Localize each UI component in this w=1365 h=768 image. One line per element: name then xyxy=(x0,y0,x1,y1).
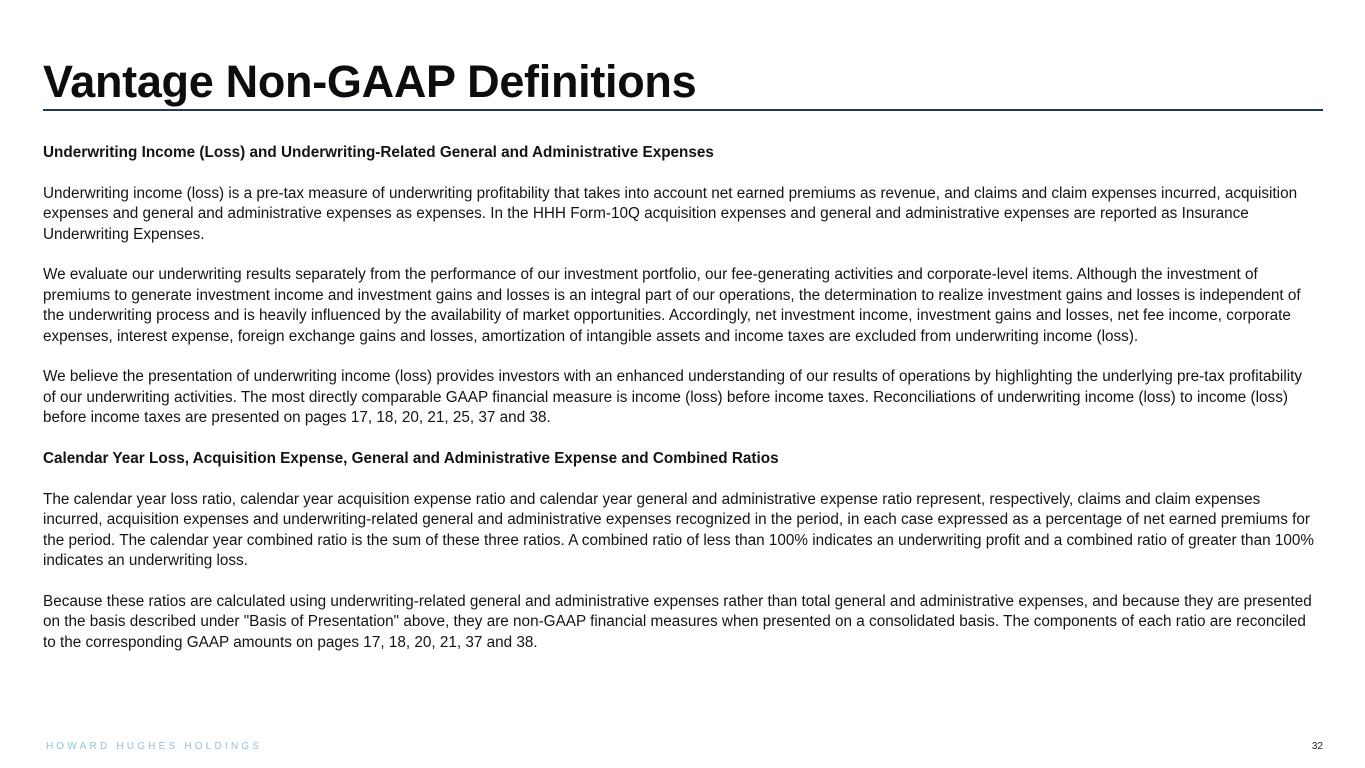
section-heading-underwriting-income: Underwriting Income (Loss) and Underwriting-Related General and Administrative Expenses xyxy=(43,144,714,161)
definitions-body xyxy=(43,143,1318,673)
paragraph-ratios-definition: The calendar year loss ratio, calendar year acquisition expense ratio and calendar year general and administrative expense ratio represent, respectively, claims and claim expenses incurred, acquisition expenses and underwriting-related general and administrative expenses recognized in the period, in each case expressed as a percentage of net earned premiums for the period. The calendar year combined ratio is the sum of these three ratios. A combined ratio of less than 100% indicates an underwriting profit and a combined ratio of greater than 100% indicates an underwriting loss. xyxy=(43,490,1314,570)
footer-brand-wordmark: HOWARD HUGHES HOLDINGS xyxy=(46,741,263,752)
paragraph-underwriting-evaluation: We evaluate our underwriting results separately from the performance of our investment portfolio, our fee-generating activities and corporate-level items. Although the investment of premiums to generate investment income and investment gains and losses is an integral part of our operations, the determination to realize investment gains and losses is independent of the underwriting process and is heavily influenced by the availability of market opportunities. Accordingly, net investment income, investment gains and losses, net fee income, corporate expenses, interest expense, foreign exchange gains and losses, amortization of intangible assets and income taxes are excluded from underwriting income (loss). xyxy=(43,266,1301,345)
section-heading-calendar-year-ratios: Calendar Year Loss, Acquisition Expense, General and Administrative Expense and Combined Ratios xyxy=(43,450,779,468)
page-number: 32 xyxy=(1311,741,1323,752)
paragraph-ratios-non-gaap: Because these ratios are calculated using underwriting-related general and administrative expenses rather than total general and administrative expenses, and because they are presented on the basis described under "Basis of Presentation" above, they are non-GAAP financial measures when presented on a consolidated basis. The components of each ratio are reconciled to the corresponding GAAP amounts on pages 17, 18, 20, 21, 37 and 38. xyxy=(43,592,1312,651)
page-title: Vantage Non-GAAP Definitions xyxy=(43,56,697,107)
title-divider xyxy=(43,109,1323,111)
paragraph-underwriting-reconciliation: We believe the presentation of underwriting income (loss) provides investors with an enhanced understanding of our results of operations by highlighting the underlying pre-tax profitability of our underwriting activities. The most directly comparable GAAP financial measure is income (loss) before income taxes. Reconciliations of underwriting income (loss) to income (loss) before income taxes are presented on pages 17, 18, 20, 21, 25, 37 and 38. xyxy=(43,368,1303,427)
paragraph-underwriting-income-definition: Underwriting income (loss) is a pre-tax measure of underwriting profitability that takes into account net earned premiums as revenue, and claims and claim expenses incurred, acquisition expenses and general and administrative expenses as expenses. In the HHH Form-10Q acquisition expenses and general and administrative expenses are reported as Insurance Underwriting Expenses. xyxy=(43,184,1298,243)
